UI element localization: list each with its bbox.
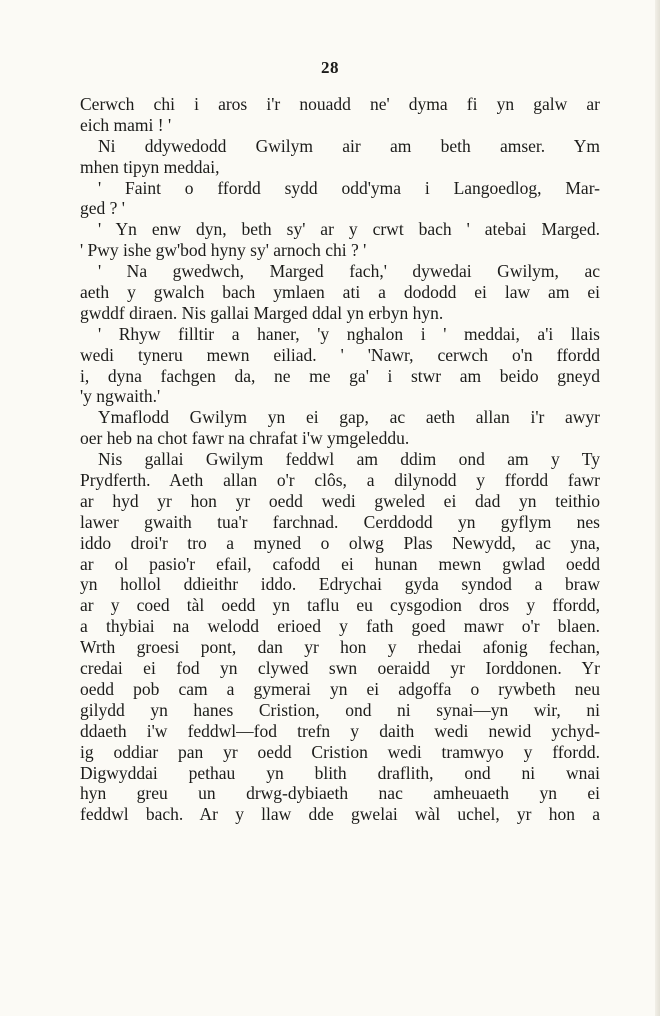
text-line: wedi tyneru mewn eiliad. ' 'Nawr, cerwch o'n ffordd (80, 344, 600, 365)
text-line: ig oddiar pan yr oedd Cristion wedi tramwyo y ffordd. (80, 741, 600, 762)
page-number: 28 (321, 58, 339, 77)
text-line: ' Rhyw filltir a haner, 'y nghalon i ' meddai, a'i llais (98, 323, 600, 344)
text-line: feddwl bach. Ar y llaw dde gwelai wàl uchel, yr hon a (80, 804, 600, 825)
text-line: oer heb na chot fawr na chrafat i'w ymgeleddu. (80, 428, 410, 449)
text-line: ddaeth i'w feddwl—fod trefn y daith wedi newid ychyd- (80, 720, 600, 741)
text-line: Digwyddai pethau yn blith draflith, ond ni wnai (80, 762, 600, 783)
page-edge (655, 0, 660, 1016)
text-line: credai ei fod yn clywed swn oeraidd yr Iorddonen. Yr (80, 658, 600, 679)
body-text (80, 94, 600, 825)
text-line: eich mami ! ' (80, 114, 172, 135)
text-line: gwddf diraen. Nis gallai Marged ddal yn erbyn hyn. (80, 302, 444, 323)
text-line: a thybiai na welodd erioed y fath goed mawr o'r blaen. (80, 616, 600, 637)
text-line: mhen tipyn meddai, (80, 156, 220, 177)
text-line: Ni ddywedodd Gwilym air am beth amser. Ym (98, 135, 600, 156)
text-line: ged ? ' (80, 198, 125, 219)
text-line: Ymaflodd Gwilym yn ei gap, ac aeth allan i'r awyr (98, 407, 600, 428)
text-line: lawer gwaith tua'r farchnad. Cerddodd yn gyflym nes (80, 511, 600, 532)
text-line: ar y coed tàl oedd yn taflu eu cysgodion dros y ffordd, (80, 595, 600, 616)
text-line: ' Faint o ffordd sydd odd'yma i Langoedlog, Mar- (98, 177, 600, 198)
text-line: Prydferth. Aeth allan o'r clôs, a dilynodd y ffordd fawr (80, 470, 600, 491)
text-line: i, dyna fachgen da, ne me ga' i stwr am beido gneyd (80, 365, 600, 386)
text-line: Nis gallai Gwilym feddwl am ddim ond am y Ty (98, 449, 600, 470)
text-line: ' Yn enw dyn, beth sy' ar y crwt bach ' atebai Marged. (98, 219, 600, 240)
text-line: gilydd yn hanes Cristion, ond ni synai—yn wir, ni (80, 699, 600, 720)
text-line: Wrth groesi pont, dan yr hon y rhedai afonig fechan, (80, 637, 600, 658)
text-line: aeth y gwalch bach ymlaen ati a dododd ei law am ei (80, 282, 600, 303)
text-line: yn hollol ddieithr iddo. Edrychai gyda syndod a braw (80, 574, 600, 595)
text-line: ar ol pasio'r efail, cafodd ei hunan mewn gwlad oedd (80, 553, 600, 574)
text-line: oedd pob cam a gymerai yn ei adgoffa o rywbeth neu (80, 678, 600, 699)
text-line: iddo droi'r tro a myned o olwg Plas Newydd, ac yna, (80, 532, 600, 553)
text-line: ' Na gwedwch, Marged fach,' dywedai Gwilym, ac (98, 261, 600, 282)
text-line: hyn greu un drwg-dybiaeth nac amheuaeth yn ei (80, 783, 600, 804)
text-line: Cerwch chi i aros i'r nouadd ne' dyma fi yn galw ar (80, 94, 600, 114)
text-line: ar hyd yr hon yr oedd wedi gweled ei dad yn teithio (80, 490, 600, 511)
text-line: 'y ngwaith.' (80, 386, 161, 407)
text-line: ' Pwy ishe gw'bod hyny sy' arnoch chi ? ' (80, 240, 367, 261)
